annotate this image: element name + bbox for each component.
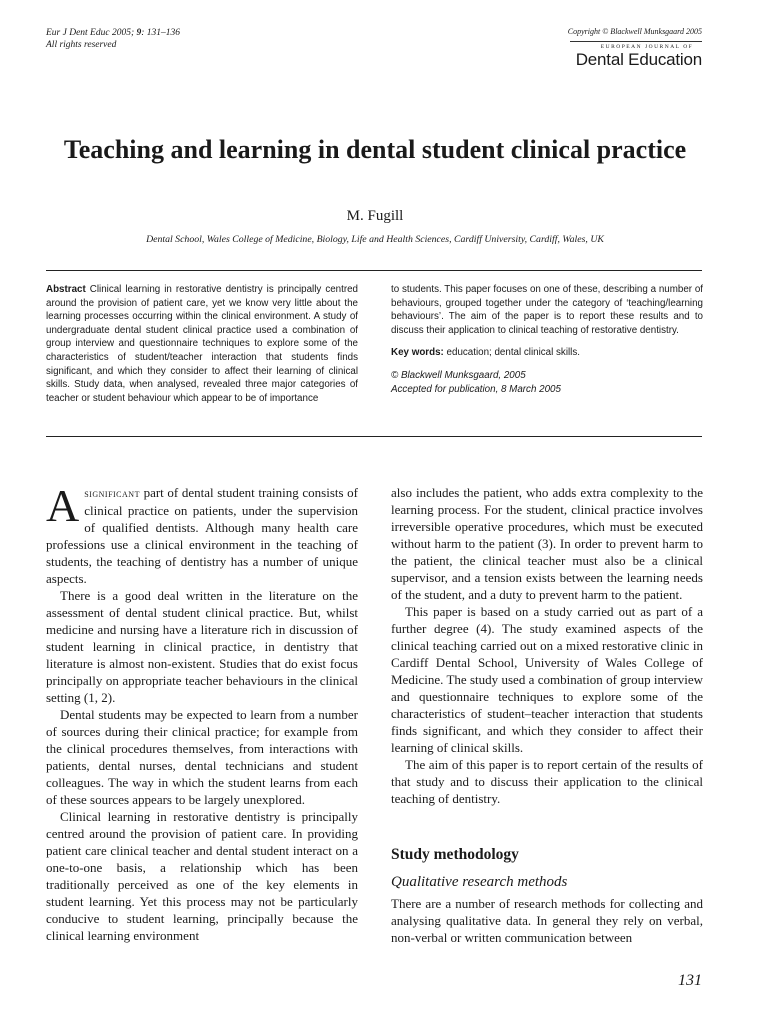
accepted-date: Accepted for publication, 8 March 2005 xyxy=(391,383,561,395)
abstract-right-column xyxy=(391,283,703,396)
body-paragraph: also includes the patient, who adds extra complexity to the learning process. For the student, clinical practice involves irreversible operative procedures, which must be executed without harm to the patient (3). In order to prevent harm to the patient, the clinical teacher must also be a clinical supervisor, and a tension exists between the learning needs of the student, and a duty to prevent harm to the patient. xyxy=(391,485,703,602)
abstract-top-rule xyxy=(46,270,702,271)
abstract-copyright xyxy=(391,369,703,396)
brand-title: Dental Education xyxy=(575,50,702,69)
paragraph-text: part of dental student training consists of clinical practice on patients, under the supervision of qualified dentists. Although many health care professions use a clinical environment in the teaching of students, the teaching of dentistry has a number of unique aspects. xyxy=(46,485,358,586)
article-title: Teaching and learning in dental student clinical practice xyxy=(63,135,687,164)
journal-volume: 9 xyxy=(136,28,142,38)
abstract-bottom-rule xyxy=(46,436,702,437)
keywords-label: Key words: xyxy=(391,347,444,359)
rights-notice: All rights reserved xyxy=(46,40,117,50)
body-paragraph: There is a good deal written in the literature on the assessment of dental student clinical practice. But, whilst medicine and nursing have a literature rich in discussion of student learning in clinical practice, in dentistry that literature is almost non-existent. Studies that do exist focus principally on appropriate teacher behaviours in the clinical setting (1, 2). xyxy=(46,588,358,705)
journal-line: Eur J Dent Educ 2005; xyxy=(46,28,137,38)
journal-brand xyxy=(568,27,702,69)
journal-pages: : 131–136 xyxy=(141,28,181,38)
opening-smallcaps: significant xyxy=(84,486,140,500)
keywords xyxy=(391,346,703,360)
keywords-text: education; dental clinical skills. xyxy=(446,347,580,359)
body-paragraph: Dental students may be expected to learn from a number of sources during their clinical practice; for example from the clinical procedures themselves, from interactions with patients, dental nurses, dental technicians and student colleagues. The way in which the student learns from each of these sources appears to be largely unexplored. xyxy=(46,707,358,807)
body-paragraph: The aim of this paper is to report certain of the results of that study and to discuss their application to the clinical teaching of dentistry. xyxy=(391,757,703,806)
article-author: M. Fugill xyxy=(346,208,404,224)
abstract-text-left: Clinical learning in restorative dentistry is principally centred around the provision of patient care, yet we know very little about the learning processes occurring within the clinical environment. A study of undergraduate dental student clinical practice used a combination of group interview and questionnaire techniques to explore some of the characteristics of student/teacher interaction that students finds significant, and which they consider to affect their learning of clinical skills. Study data, when analysed, revealed three major categories of teacher or student behaviour which appear to be of importance xyxy=(46,284,358,404)
abstract-text-right: to students. This paper focuses on one of these, describing a number of behaviours, grouped together under the category of ‘teaching/learning behaviours’. The aim of the paper is to report these results and to discuss their application to clinical teaching of restorative dentistry. xyxy=(391,284,703,336)
body-paragraph xyxy=(46,480,358,587)
drop-cap: A xyxy=(46,480,80,531)
subsection-heading: Qualitative research methods xyxy=(391,874,568,890)
copyright-notice: Copyright © Blackwell Munksgaard 2005 xyxy=(567,27,702,36)
abstract-left-column xyxy=(46,283,358,405)
body-left-column xyxy=(46,480,358,944)
body-paragraph: Clinical learning in restorative dentistry is principally centred around the provision of patient care. In providing patient care clinical teacher and dental student interact on a one-to-one basis, a relationship which has been traditionally perceived as one of the key elements in student learning. Yet this process may not be particularly conducive to student learning, principally because the clinical learning environment xyxy=(46,809,358,943)
brand-divider xyxy=(570,41,702,42)
abstract-label: Abstract xyxy=(46,284,86,295)
brand-subtitle: EUROPEAN JOURNAL OF xyxy=(600,44,694,50)
body-right-column xyxy=(391,484,703,946)
author-affiliation: Dental School, Wales College of Medicine, Biology, Life and Health Sciences, Cardiff University, Cardiff, Wales, UK xyxy=(146,234,604,245)
page-number: 131 xyxy=(678,972,702,989)
journal-citation xyxy=(46,27,180,51)
body-paragraph: This paper is based on a study carried out as part of a further degree (4). The study examined aspects of the clinical teaching carried out on a mixed restorative clinic in Cardiff Dental School, University of Wales College of Medicine. The study used a combination of group interview and questionnaire techniques to explore some of the characteristics of student–teacher interaction that students finds significant, and which they consider to affect their learning of clinical skills. xyxy=(391,604,703,755)
section-heading: Study methodology xyxy=(391,846,519,863)
body-paragraph: There are a number of research methods for collecting and analysing qualitative data. In general they rely on verbal, non-verbal or written communication between xyxy=(391,896,703,945)
abstract-copyright-text: © Blackwell Munksgaard, 2005 xyxy=(391,369,526,381)
